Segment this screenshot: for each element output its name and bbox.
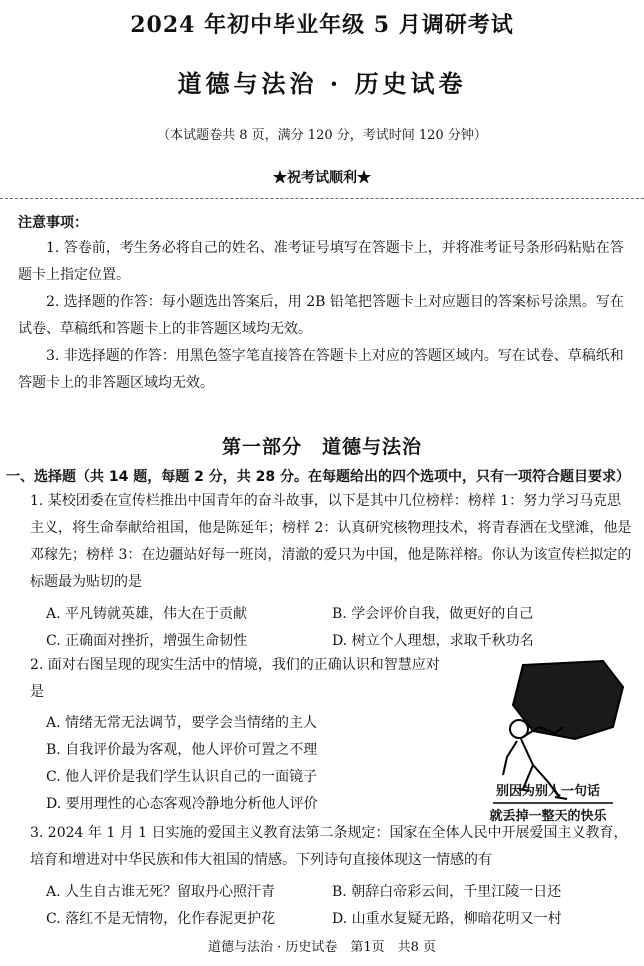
cartoon-caption-line-2: 就丢掉一整天的快乐 bbox=[489, 809, 607, 824]
question-2-option-b[interactable]: B. 自我评价最为客观，他人评价可置之不理 bbox=[46, 742, 318, 758]
question-1-option-d[interactable]: D. 树立个人理想，求取千秋功名 bbox=[332, 633, 534, 649]
question-2-stem: 2. 面对右图呈现的现实生活中的情境，我们的正确认识和智慧应对是 bbox=[30, 657, 440, 700]
exam-info: （本试题卷共 8 页，满分 120 分，考试时间 120 分钟） bbox=[157, 128, 487, 143]
question-2-option-a[interactable]: A. 情绪无常无法调节，要学会当情绪的主人 bbox=[46, 715, 318, 731]
exam-title: 2024 年初中毕业年级 5 月调研考试 bbox=[130, 12, 514, 38]
question-3-option-b[interactable]: B. 朝辞白帝彩云间，千里江陵一日还 bbox=[332, 884, 562, 900]
notice-item-2: 2. 选择题的作答：每小题选出答案后，用 2B 铅笔把答题卡上对应题目的答案标号涂黑。写在试卷、草稿纸和答题卡上的非答题区域均无效。 bbox=[18, 294, 624, 337]
question-1-option-c[interactable]: C. 正确面对挫折，增强生命韧性 bbox=[46, 633, 248, 649]
question-1-stem: 1. 某校团委在宣传栏推出中国青年的奋斗故事，以下是其中几位榜样：榜样 1：努力学习马克思主义，将生命奉献给祖国，他是陈延年；榜样 2：认真研究核物理技术，将青春洒在戈壁滩，他是邓稼先；榜样 3：在边疆站好每一班岗，清澈的爱只为中国，他是陈祥榕。你认为该宣传栏拟定的标题最为贴切的是 bbox=[30, 493, 632, 590]
notice-heading: 注意事项： bbox=[18, 215, 88, 231]
cartoon-caption-line-1: 别因为别人一句话 bbox=[495, 784, 600, 799]
paper-title: 道德与法治 · 历史试卷 bbox=[177, 69, 467, 98]
notice-item-1: 1. 答卷前，考生务必将自己的姓名、准考证号填写在答题卡上，并将准考证号条形码粘贴在答题卡上指定位置。 bbox=[18, 240, 624, 283]
page-footer: 道德与法治 · 历史试卷 第1页 共8 页 bbox=[207, 940, 437, 955]
notice-item-3: 3. 非选择题的作答：用黑色签字笔直接答在答题卡上对应的答题区域内。写在试卷、草稿纸和答题卡上的非答题区域均无效。 bbox=[18, 348, 624, 391]
question-3-option-a[interactable]: A. 人生自古谁无死？留取丹心照汗青 bbox=[46, 884, 276, 900]
question-3-option-c[interactable]: C. 落红不是无情物，化作春泥更护花 bbox=[46, 911, 276, 927]
section-heading: 一、选择题（共 14 题，每题 2 分，共 28 分。在每题给出的四个选项中，只有一项符合题目要求） bbox=[6, 469, 630, 485]
question-3-option-d[interactable]: D. 山重水复疑无路，柳暗花明又一村 bbox=[332, 911, 562, 927]
question-2-option-d[interactable]: D. 要用理性的心态客观冷静地分析他人评价 bbox=[46, 796, 318, 812]
question-1-option-b[interactable]: B. 学会评价自我，做更好的自己 bbox=[332, 606, 534, 622]
divider bbox=[0, 198, 644, 199]
question-2-option-c[interactable]: C. 他人评价是我们学生认识自己的一面镜子 bbox=[46, 769, 318, 785]
question-1-option-a[interactable]: A. 平凡铸就英雄，伟大在于贡献 bbox=[46, 606, 248, 622]
part-title: 第一部分 道德与法治 bbox=[221, 436, 422, 458]
good-luck-banner: ★祝考试顺利★ bbox=[273, 170, 371, 186]
question-3-stem: 3. 2024 年 1 月 1 日实施的爱国主义教育法第二条规定：国家在全体人民中开展爱国主义教育，培育和增进对中华民族和伟大祖国的情感。下列诗句直接体现这一情感的有 bbox=[30, 825, 628, 868]
